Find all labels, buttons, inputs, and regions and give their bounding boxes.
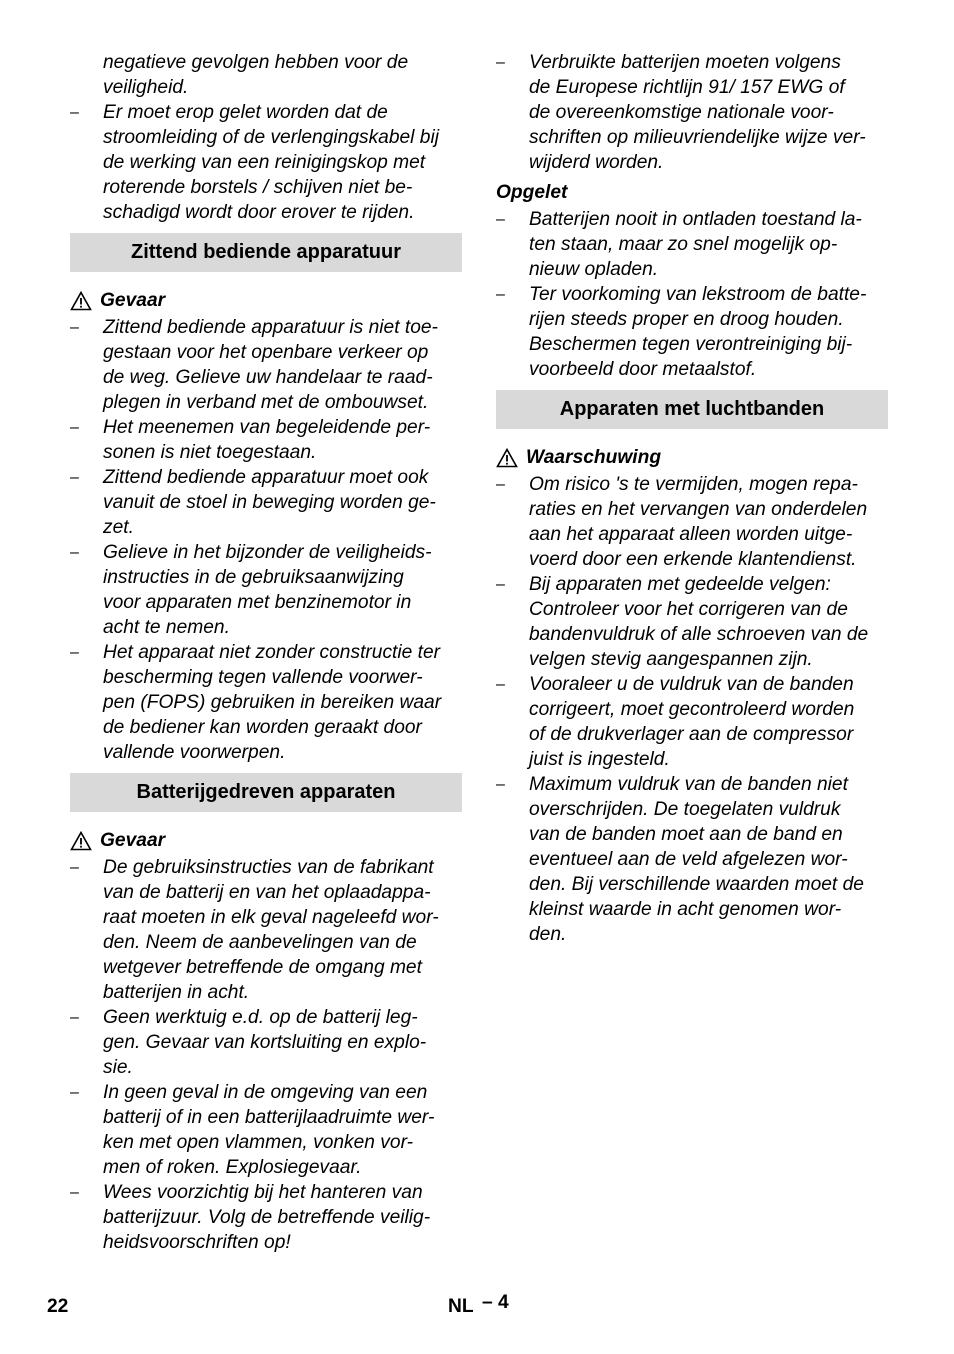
list-item: – Gelieve in het bijzonder de veiligheids- instructies in de gebruiksaanwijzing voor apparaten met benzinemotor in acht te nemen. (70, 542, 432, 638)
right-column (496, 50, 888, 947)
list-item: – Er moet erop gelet worden dat de stroomleiding of de verlengingskabel bij de werking van een reinigingskop met roterende borstels / schijven niet be- schadigd wordt door erover te rijden. (70, 102, 439, 223)
section-reference: – 4 (482, 1292, 509, 1313)
section-heading-luchtbanden: Apparaten met luchtbanden (496, 390, 888, 429)
warning-label: Waarschuwing (526, 447, 662, 468)
list-item: – Geen werktuig e.d. op de batterij leg- gen. Gevaar van kortsluiting en explo- sie. (70, 1007, 427, 1078)
list-item: – Zittend bediende apparatuur moet ook vanuit de stoel in beweging worden ge- zet. (70, 467, 436, 538)
list-item: – Wees voorzichtig bij het hanteren van batterijzuur. Volg de betreffende veilig- heidsvoorschriften op! (70, 1182, 431, 1253)
left-column (70, 50, 462, 1255)
list-item: – Batterijen nooit in ontladen toestand la- ten staan, maar zo snel mogelijk op- nieuw opladen. (496, 209, 862, 280)
warning-triangle-icon (70, 291, 92, 311)
list-item: – Ter voorkoming van lekstroom de batte- rijen steeds proper en droog houden. Beschermen tegen verontreiniging bij- voorbeeld door metaalstof. (496, 284, 867, 380)
section-heading-zittend: Zittend bediende apparatuur (70, 233, 462, 272)
page-number: 22 (47, 1296, 69, 1317)
danger-notice (70, 288, 462, 313)
list-item: – Vooraleer u de vuldruk van de banden corrigeert, moet gecontroleerd worden of de drukverlager aan de compressor juist is ingesteld. (496, 674, 855, 770)
caution-label: Opgelet (496, 182, 568, 203)
dash-bullet: – (70, 104, 79, 121)
danger-notice (70, 828, 462, 853)
list-item: – Om risico 's te vermijden, mogen repa- raties en het vervangen van onderdelen aan het apparaat alleen worden uitge- voerd door een erkende klantendienst. (496, 474, 868, 570)
warning-notice (496, 445, 888, 470)
list-item: – Zittend bediende apparatuur is niet toe- gestaan voor het openbare verkeer op de weg. Gelieve uw handelaar te raad- plegen in verband met de ombouwset. (70, 317, 438, 413)
warning-triangle-icon (70, 831, 92, 851)
intro-continuation: negatieve gevolgen hebben voor de veiligheid. (103, 52, 409, 98)
language-code: NL (448, 1296, 474, 1317)
list-item: – De gebruiksinstructies van de fabrikant van de batterij en van het oplaadappa- raat moeten in elk geval nageleefd wor- den. Neem de aanbevelingen van de wetgever betreffende de omgang met batterijen in acht. (70, 857, 439, 1003)
list-item: – Bij apparaten met gedeelde velgen: Controleer voor het corrigeren van de bandenvuldruk of alle schroeven van de velgen stevig aangespannen zijn. (496, 574, 869, 670)
list-item: – In geen geval in de omgeving van een batterij of in een batterijlaadruimte wer- ken met open vlammen, vonken vor- men of roken. Explosiegevaar. (70, 1082, 435, 1178)
list-item: – Verbruikte batterijen moeten volgens de Europese richtlijn 91/ 157 EWG of de overeenkomstige nationale voor- schriften op milieuvriendelijke wijze ver- wijderd worden. (496, 52, 866, 173)
list-item: – Het apparaat niet zonder constructie ter bescherming tegen vallende voorwer- pen (FOPS) gebruiken in bereiken waar de bediener kan worden geraakt door vallende voorwerpen. (70, 642, 442, 763)
warning-triangle-icon (496, 448, 518, 468)
warning-label: Gevaar (100, 830, 166, 851)
warning-label: Gevaar (100, 290, 166, 311)
list-item: – Maximum vuldruk van de banden niet overschrijden. De toegelaten vuldruk van de banden moet aan de band en eventueel aan de veld afgelezen wor- den. Bij verschillende waarden moet de kleinst waarde in acht genomen wor- den. (496, 774, 864, 945)
section-heading-batterij: Batterijgedreven apparaten (70, 773, 462, 812)
list-item: – Het meenemen van begeleidende per- sonen is niet toegestaan. (70, 417, 431, 463)
